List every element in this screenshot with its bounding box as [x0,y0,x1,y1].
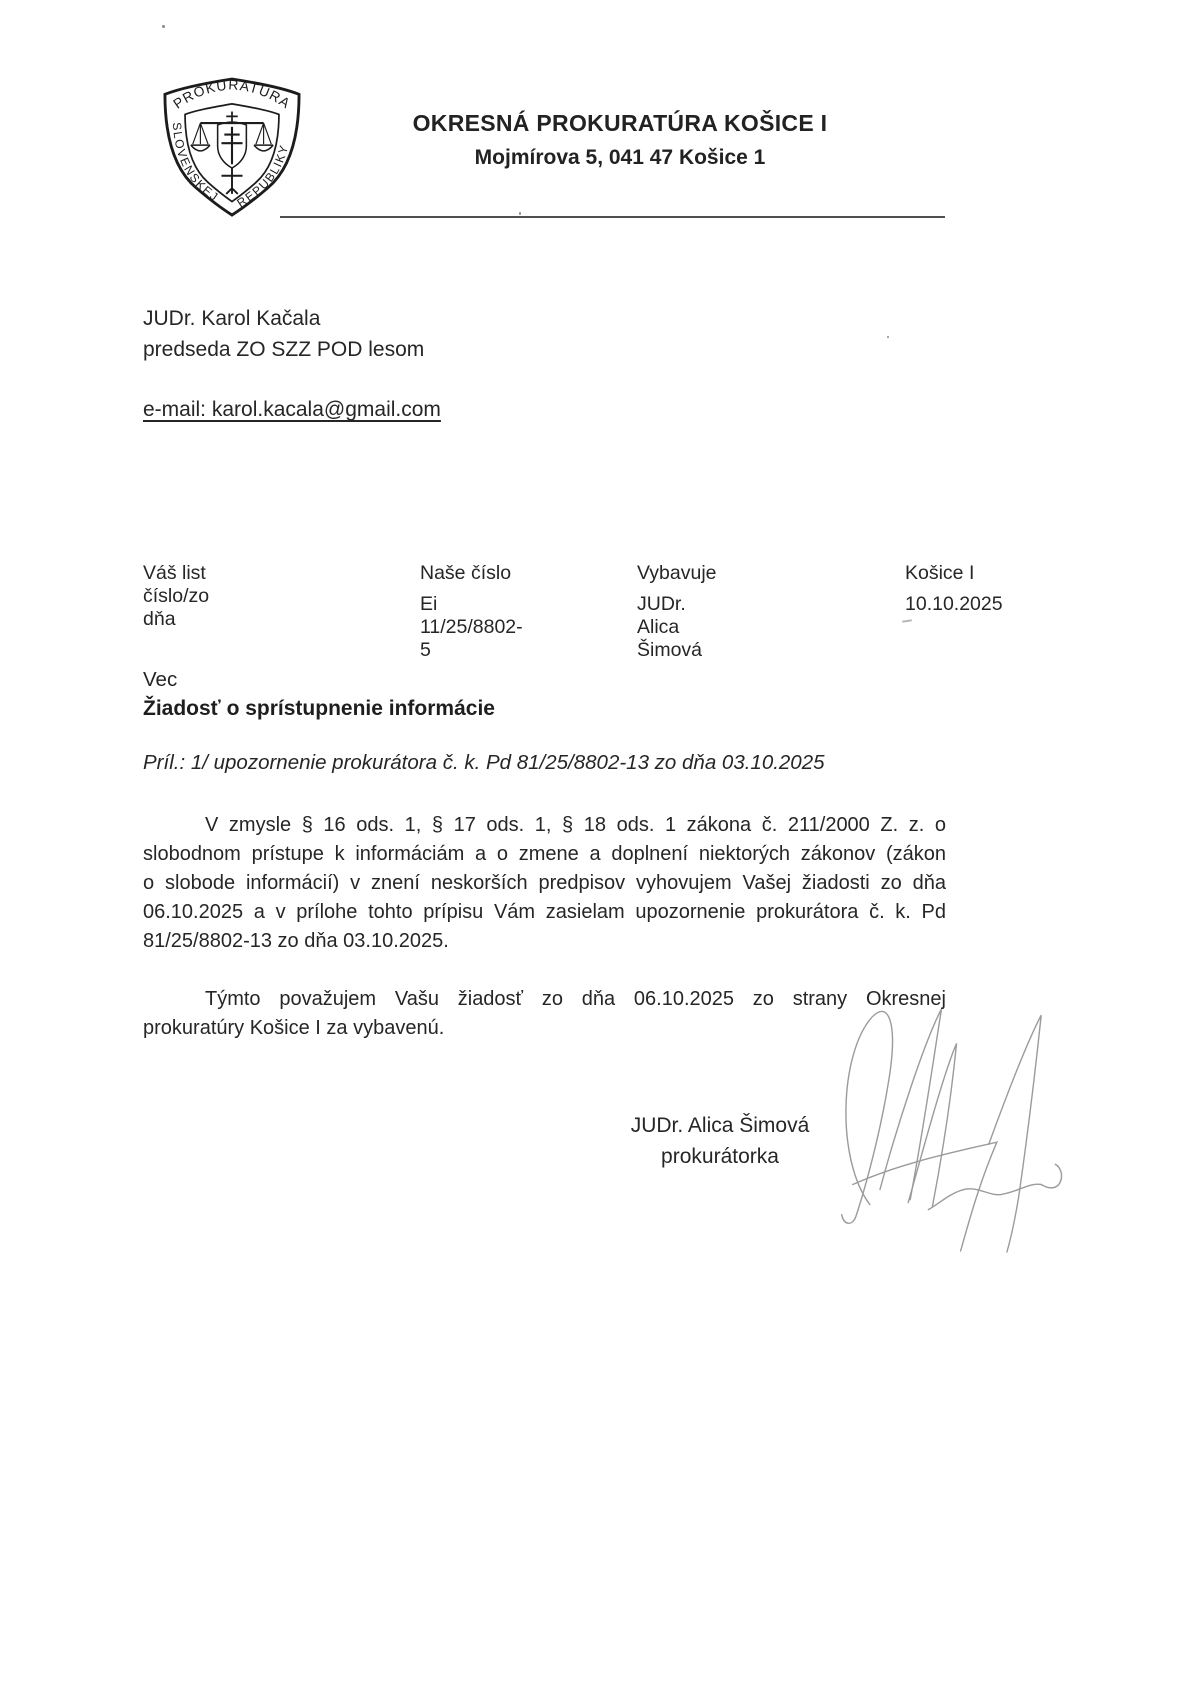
recipient-title: predseda ZO SZZ POD lesom [143,338,425,361]
reference-label: Váš list číslo/zo dňa [143,562,210,630]
reference-value: Ei 11/25/8802-5 [420,593,523,661]
scan-speck [887,336,889,338]
recipient-name: JUDr. Karol Kačala [143,307,321,330]
reference-label: Vybavuje [637,562,717,584]
body-paragraph-1 [143,811,946,956]
body-line: prokuratúry Košice I za vybavenú. [143,1017,445,1039]
letterhead [300,110,940,170]
scan-speck [162,25,165,28]
reference-value: 10.10.2025 [905,593,1003,615]
body-line: o slobode informácií) v znení neskorších predpisov vyhovujem Vašej žiadosti zo dňa [143,872,946,894]
reference-col-handled-by [637,562,717,662]
body-line: Týmto považujem Vašu žiadosť zo dňa 06.10.2025 zo strany Okresnej [205,988,946,1010]
reference-col-place-date [905,562,1003,616]
handwritten-signature [826,993,1071,1255]
recipient-email: e-mail: karol.kacala@gmail.com [143,398,441,421]
reference-value: JUDr. Alica Šimová [637,593,703,661]
reference-col-our-number [420,562,523,662]
reference-label: Naše číslo [420,562,512,584]
office-name: OKRESNÁ PROKURATÚRA KOŠICE I [412,110,828,136]
seal-caption-top: PROKURATÚRA [170,76,294,112]
subject-title: Žiadosť o sprístupnenie informácie [143,697,495,720]
reference-label: Košice I [905,562,975,584]
signatory-title: prokurátorka [661,1145,779,1168]
attachment-note: Príl.: 1/ upozornenie prokurátora č. k. Pd 81/25/8802-13 zo dňa 03.10.2025 [143,751,825,774]
body-line: V zmysle § 16 ods. 1, § 17 ods. 1, § 18 ods. 1 zákona č. 211/2000 Z. z. o [205,814,946,836]
signatory-name: JUDr. Alica Šimová [630,1114,810,1137]
office-address: Mojmírova 5, 041 47 Košice 1 [474,146,766,169]
seal-caption-right: REPUBLIKY [234,142,292,211]
scan-speck [519,212,521,215]
body-line: 06.10.2025 a v prílohe tohto prípisu Vám zasielam upozornenie prokurátora č. k. Pd [143,901,946,923]
scan-artifact [902,619,912,622]
recipient-block [143,303,424,365]
header-divider [280,216,945,218]
seal-caption-left: SLOVENSKEJ [169,121,222,205]
reference-col-your-letter [143,562,209,639]
body-line: slobodnom prístupe k informáciám a o zmene a doplnení niektorých zákonov (zákon [143,843,946,865]
prosecutor-office-seal-icon [141,74,323,220]
body-line: 81/25/8802-13 zo dňa 03.10.2025. [143,930,449,952]
subject-label: Vec [143,668,178,691]
